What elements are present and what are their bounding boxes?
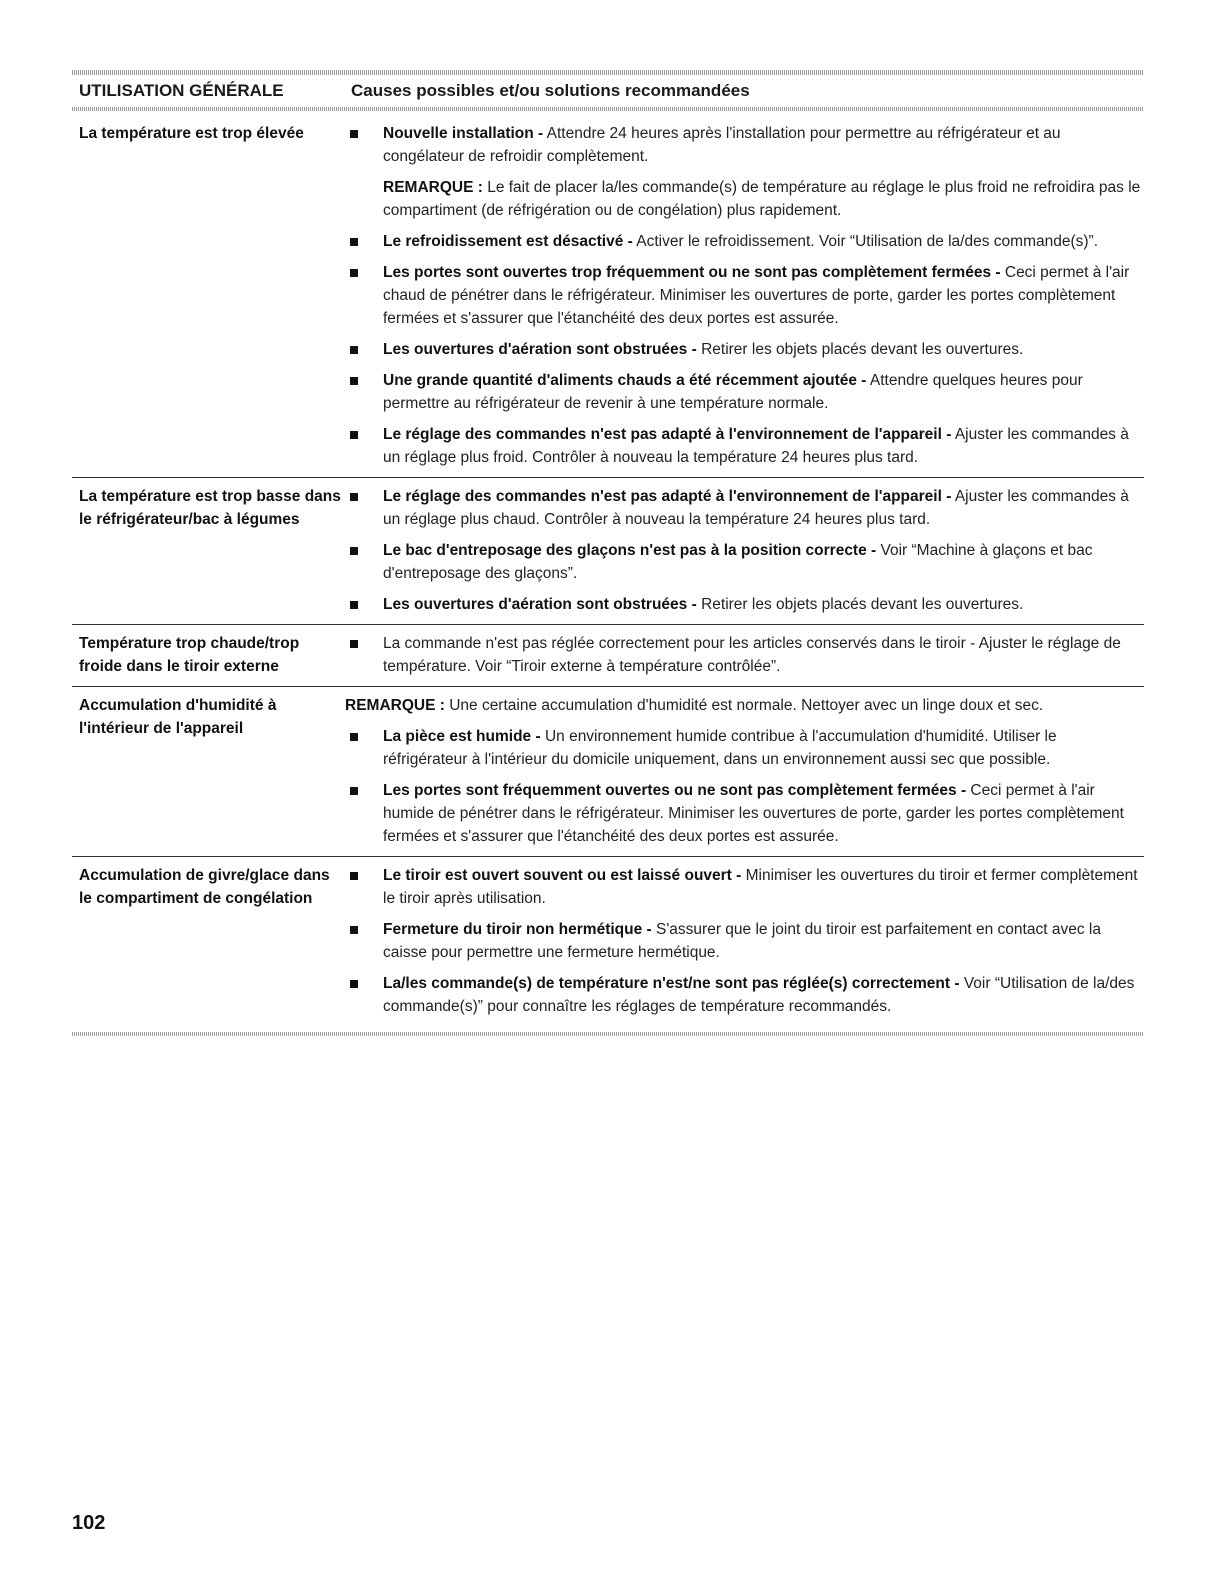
list-item (345, 864, 1144, 910)
item-text (383, 369, 1144, 415)
list-item (345, 485, 1144, 531)
problem-title: La température est trop basse dans le réfrigérateur/bac à légumes (79, 488, 341, 528)
item-text (383, 230, 1144, 253)
square-bullet-icon (345, 230, 383, 253)
note-text: Une certaine accumulation d'humidité est normale. Nettoyer avec un linge doux et sec. (444, 697, 1044, 714)
list-item (345, 230, 1144, 253)
table-header (72, 75, 1144, 107)
list-item (345, 779, 1144, 848)
solutions-list (345, 864, 1144, 1018)
square-bullet-icon (345, 864, 383, 910)
item-text (383, 261, 1144, 330)
square-bullet-icon (345, 122, 383, 168)
item-body: Attendre 24 heures après l'installation pour permettre au réfrigérateur et au congélateur de refroidir complètement. (383, 125, 1061, 165)
table-row (72, 116, 1144, 477)
item-body: Attendre quelques heures pour permettre au réfrigérateur de revenir à une température normale. (383, 372, 1083, 412)
table-row (72, 624, 1144, 686)
note (345, 176, 1144, 222)
item-body: Un environnement humide contribue à l'accumulation d'humidité. Utiliser le réfrigérateur à l'intérieur du domicile uniquement, dans un environnement aussi sec que possible. (383, 728, 1057, 768)
list-item (345, 972, 1144, 1018)
page-number: 102 (72, 1512, 106, 1534)
note-text: Le fait de placer la/les commande(s) de température au réglage le plus froid ne refroidira pas le compartiment (de réfrigération ou de congélation) plus rapidement. (383, 179, 1141, 219)
item-lead: Les portes sont fréquemment ouvertes ou ne sont pas complètement fermées - (383, 782, 967, 799)
header-hatch-rule (72, 107, 1144, 111)
item-lead: La pièce est humide - (383, 728, 541, 745)
bottom-hatch-rule (72, 1032, 1144, 1036)
problem-title: Accumulation d'humidité à l'intérieur de l'appareil (79, 697, 277, 737)
square-bullet-icon (345, 779, 383, 848)
square-bullet-icon (345, 593, 383, 616)
note-label: REMARQUE : (383, 179, 483, 196)
item-body: Retirer les objets placés devant les ouvertures. (696, 341, 1024, 358)
item-lead: Le réglage des commandes n'est pas adapté à l'environnement de l'appareil - (383, 488, 952, 505)
square-bullet-icon (345, 918, 383, 964)
item-lead: Les portes sont ouvertes trop fréquemment ou ne sont pas complètement fermées - (383, 264, 1001, 281)
header-left: UTILISATION GÉNÉRALE (79, 81, 284, 100)
item-text (383, 593, 1144, 616)
table-row (72, 686, 1144, 856)
item-text (383, 423, 1144, 469)
list-item (345, 593, 1144, 616)
table-row (72, 477, 1144, 624)
square-bullet-icon (345, 485, 383, 531)
item-body: Ceci permet à l'air humide de pénétrer dans le réfrigérateur. Minimiser les ouvertures de porte, garder les portes complètement fermées et s'assurer que l'étanchéité des deux portes est assurée. (383, 782, 1124, 845)
solutions-list (345, 632, 1144, 678)
list-item (345, 261, 1144, 330)
list-item (345, 632, 1144, 678)
square-bullet-icon (345, 338, 383, 361)
item-body: Minimiser les ouvertures du tiroir et fermer complètement le tiroir après utilisation. (383, 867, 1138, 907)
item-body: Voir “Machine à glaçons et bac d'entreposage des glaçons”. (383, 542, 1093, 582)
item-text (383, 338, 1144, 361)
list-item (345, 423, 1144, 469)
square-bullet-icon (345, 539, 383, 585)
item-body: Activer le refroidissement. Voir “Utilisation de la/des commande(s)”. (632, 233, 1099, 250)
solutions-list (345, 485, 1144, 616)
list-item (345, 369, 1144, 415)
square-bullet-icon (345, 632, 383, 678)
item-body: Ajuster les commandes à un réglage plus chaud. Contrôler à nouveau la température 24 heures plus tard. (383, 488, 1129, 528)
item-lead: Nouvelle installation - (383, 125, 544, 142)
item-lead: Les ouvertures d'aération sont obstruées - (383, 596, 697, 613)
solutions-list (345, 122, 1144, 469)
item-lead: Fermeture du tiroir non hermétique - (383, 921, 652, 938)
item-lead: Le réglage des commandes n'est pas adapté à l'environnement de l'appareil - (383, 426, 952, 443)
item-body: Ceci permet à l'air chaud de pénétrer dans le réfrigérateur. Minimiser les ouvertures de porte, garder les portes complètement fermées et s'assurer que l'étanchéité des deux portes est assurée. (383, 264, 1130, 327)
item-text (383, 632, 1144, 678)
item-lead: Une grande quantité d'aliments chauds a été récemment ajoutée - (383, 372, 867, 389)
list-item (345, 539, 1144, 585)
item-body: S'assurer que le joint du tiroir est parfaitement en contact avec la caisse pour permettre une fermeture hermétique. (383, 921, 1101, 961)
problem-title: Température trop chaude/trop froide dans le tiroir externe (79, 635, 300, 675)
item-body: Voir “Utilisation de la/des commande(s)” pour connaître les réglages de température recommandés. (383, 975, 1135, 1015)
square-bullet-icon (345, 972, 383, 1018)
item-lead: Le tiroir est ouvert souvent ou est laissé ouvert - (383, 867, 742, 884)
square-bullet-icon (345, 725, 383, 771)
item-text (383, 122, 1144, 168)
item-text (383, 539, 1144, 585)
list-item (345, 918, 1144, 964)
item-text (383, 485, 1144, 531)
list-item (345, 122, 1144, 168)
problem-title: Accumulation de givre/glace dans le compartiment de congélation (79, 867, 330, 907)
item-text (383, 864, 1144, 910)
list-item (345, 725, 1144, 771)
item-text (383, 918, 1144, 964)
item-lead: Le refroidissement est désactivé - (383, 233, 633, 250)
header-right: Causes possibles et/ou solutions recommandées (351, 81, 750, 100)
item-lead: La/les commande(s) de température n'est/ne sont pas réglée(s) correctement - (383, 975, 960, 992)
list-item (345, 338, 1144, 361)
troubleshooting-table (72, 116, 1144, 1026)
square-bullet-icon (345, 261, 383, 330)
problem-title: La température est trop élevée (79, 125, 304, 142)
item-text (383, 972, 1144, 1018)
item-lead: Le bac d'entreposage des glaçons n'est pas à la position correcte - (383, 542, 877, 559)
item-text (383, 779, 1144, 848)
item-body: Retirer les objets placés devant les ouvertures. (696, 596, 1024, 613)
item-body: Ajuster les commandes à un réglage plus froid. Contrôler à nouveau la température 24 heures plus tard. (383, 426, 1129, 466)
square-bullet-icon (345, 423, 383, 469)
table-row (72, 856, 1144, 1026)
item-lead: Les ouvertures d'aération sont obstruées - (383, 341, 697, 358)
troubleshooting-page (72, 70, 1144, 1036)
solutions-list (345, 694, 1144, 848)
item-body: La commande n'est pas réglée correctement pour les articles conservés dans le tiroir - Ajuster le réglage de température. Voir “Tiroir externe à température contrôlée”. (383, 635, 1121, 675)
note (345, 694, 1144, 717)
note-label: REMARQUE : (345, 697, 445, 714)
item-text (383, 725, 1144, 771)
square-bullet-icon (345, 369, 383, 415)
